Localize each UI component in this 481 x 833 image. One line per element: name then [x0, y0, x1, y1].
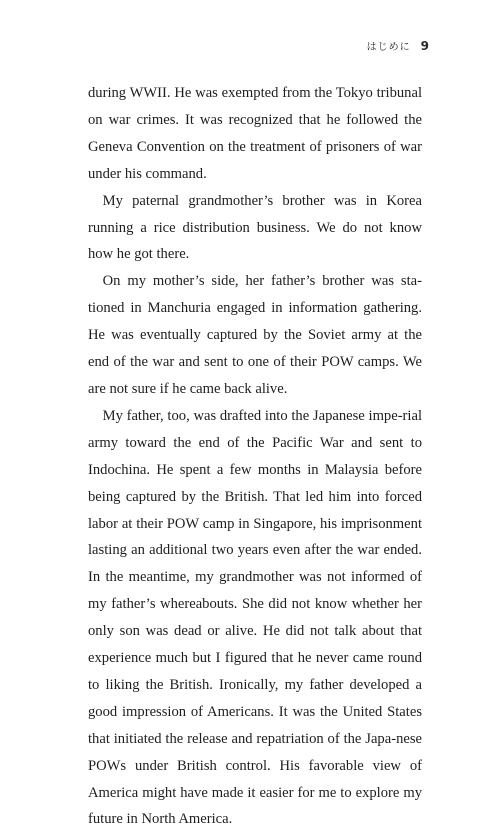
body-text — [88, 80, 422, 833]
paragraph-grandmother-brother: My paternal grandmother’s brother was in Korea running a rice distribution business. We do not know how he got there. — [88, 192, 422, 263]
paragraph-continued: during WWII. He was exempted from the Tokyo tribunal on war crimes. It was recognized that he followed the Geneva Convention on the treatment of prisoners of war under his command. — [88, 85, 422, 182]
paragraph-mother-side: On my mother’s side, her father’s brother was sta-tioned in Manchuria engaged in information gathering. He was eventually captured by the Soviet army at the end of the war and sent to one of their POW camps. We are not sure if he came back alive. — [88, 273, 422, 397]
page-number: 9 — [420, 39, 429, 53]
running-head — [367, 38, 429, 53]
running-head-title: はじめに — [366, 42, 411, 53]
paragraph-father: My father, too, was drafted into the Japanese impe-rial army toward the end of the Pacific War and sent to Indochina. He spent a few months in Malaysia before being captured by the British. That led him into forced labor at their POW camp in Singapore, his imprisonment lasting an additional two years even after the war ended. In the meantime, my grandmother was not informed of my father’s whereabouts. She did not know whether her only son was dead or alive. He did not talk about that experience much but I figured that he never came round to liking the British. Ironically, my father developed a good impression of Americans. It was the United States that initiated the release and repatriation of the Japa-nese POWs under British control. His favorable view of America might have made it easier for me to explore my future in North America. — [88, 407, 422, 828]
